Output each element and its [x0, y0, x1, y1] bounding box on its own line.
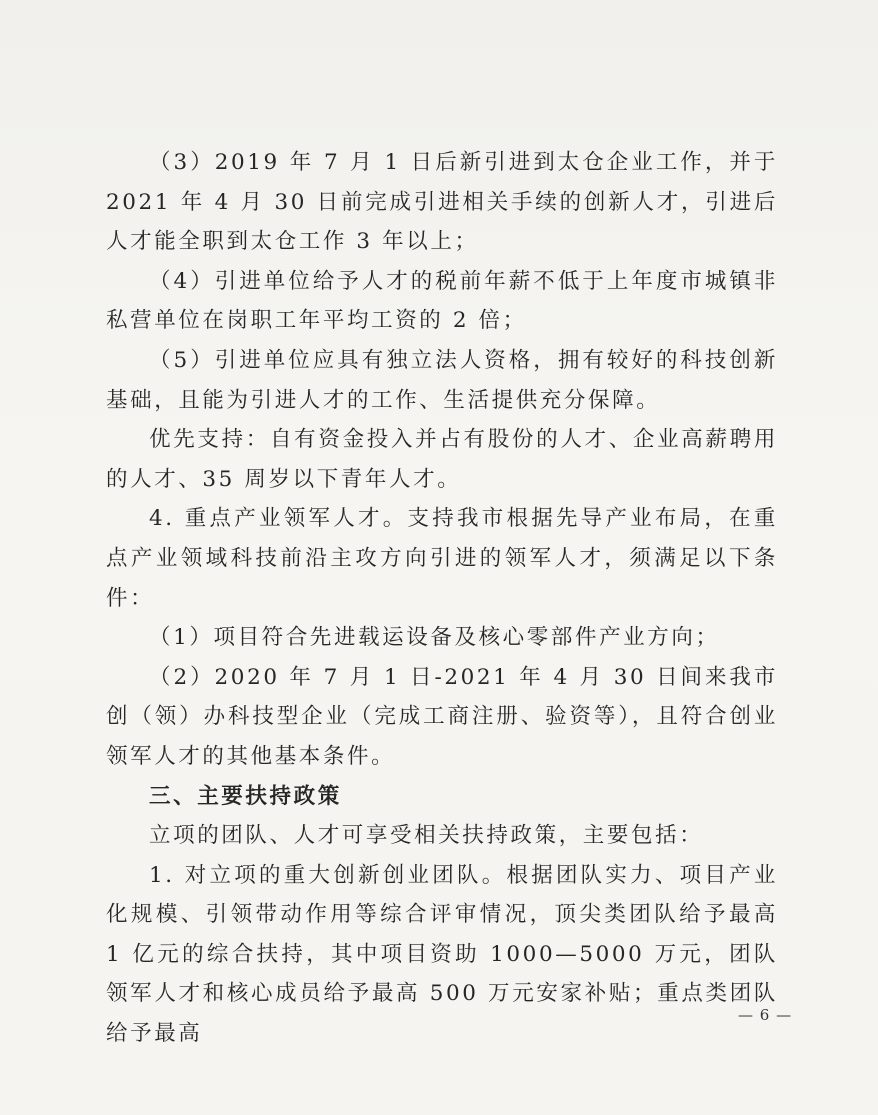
- paragraph-condition-1: （1）项目符合先进载运设备及核心零部件产业方向；: [149, 625, 720, 651]
- document-body: [106, 143, 778, 1054]
- paragraph-priority-support: 优先支持：自有资金投入并占有股份的人才、企业高薪聘用的人才、35 周岁以下青年人才。: [106, 427, 778, 492]
- paragraph-policy-team: 1. 对立项的重大创新创业团队。根据团队实力、项目产业化规模、引领带动作用等综合评审情况，顶尖类团队给予最高 1 亿元的综合扶持，其中项目资助 1000—5000 万元，团队领军人才和核心成员给予最高 500 万元安家补贴；重点类团队给予最高: [106, 862, 778, 1047]
- page-number: — 6 —: [738, 1006, 793, 1024]
- paragraph-key-industry-talent: 4. 重点产业领军人才。支持我市根据先导产业布局，在重点产业领域科技前沿主攻方向引进的领军人才，须满足以下条件：: [106, 506, 778, 611]
- paragraph-condition-2: （2）2020 年 7 月 1 日-2021 年 4 月 30 日间来我市创（领）办科技型企业（完成工商注册、验资等），且符合创业领军人才的其他基本条件。: [106, 664, 778, 769]
- paragraph-policy-intro: 立项的团队、人才可享受相关扶持政策，主要包括：: [149, 823, 704, 849]
- paragraph-item-5: （5）引进单位应具有独立法人资格，拥有较好的科技创新基础，且能为引进人才的工作、生活提供充分保障。: [106, 347, 778, 413]
- paragraph-item-3: （3）2019 年 7 月 1 日后新引进到太仓企业工作，并于 2021 年 4 月 30 日前完成引进相关手续的创新人才，引进后人才能全职到太仓工作 3 年以上；: [106, 150, 778, 255]
- section-heading: 三、主要扶持政策: [149, 783, 342, 809]
- paragraph-item-4: （4）引进单位给予人才的税前年薪不低于上年度市城镇非私营单位在岗职工年平均工资的 2 倍；: [106, 268, 778, 334]
